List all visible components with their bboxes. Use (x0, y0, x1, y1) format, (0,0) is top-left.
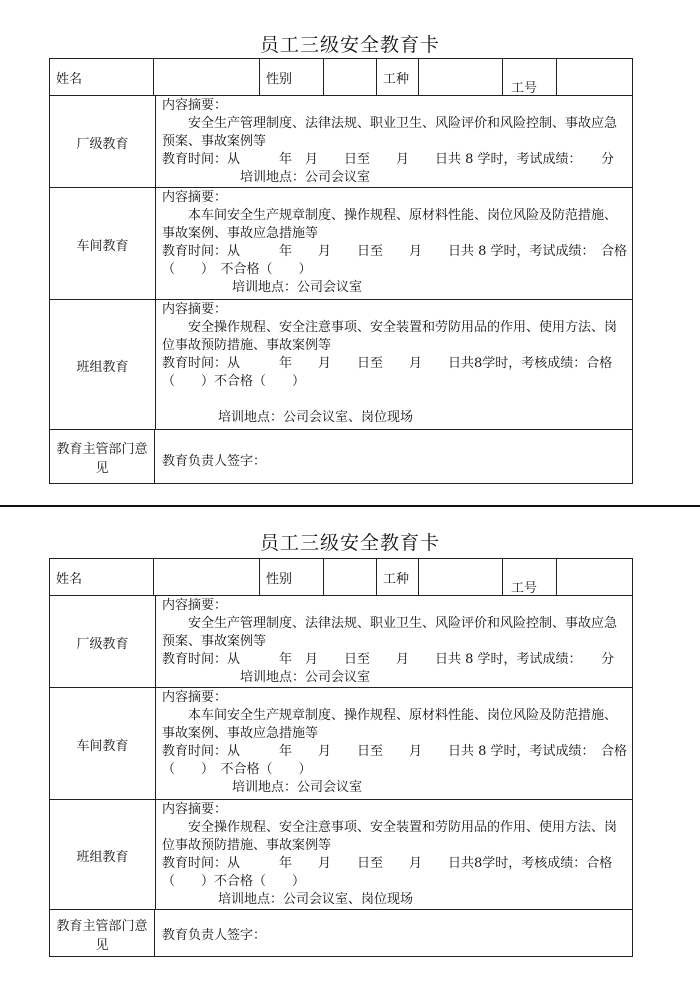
job-field[interactable] (420, 59, 503, 95)
summary-text: 安全生产管理制度、法律法规、职业卫生、风险评价和风险控制、事故应急预案、事故案例等 (162, 616, 618, 649)
sign-label: 教育负责人签字： (162, 454, 267, 469)
team-label: 班组教育 (50, 300, 156, 430)
id-field[interactable] (558, 559, 632, 595)
id-label: 工号 (503, 59, 557, 95)
job-label: 工种 (377, 59, 419, 95)
factory-row (50, 595, 632, 688)
name-label: 姓名 (50, 59, 154, 95)
card-title: 员工三级安全教育卡 (259, 532, 440, 554)
gender-label: 性别 (260, 559, 324, 595)
time-line: 教育时间：从 年 月 日至 月 日共 8 学时，考试成绩： 分 (162, 652, 615, 667)
location-line: 培训地点：公司会议室、岗位现场 (218, 892, 414, 907)
time-line: 教育时间：从 年 月 日至 月 日共8学时，考核成绩：合格（ ）不合格（ ） (162, 356, 613, 389)
team-row (50, 299, 632, 430)
dept-row (50, 909, 632, 957)
factory-row (50, 95, 632, 188)
time-line: 教育时间：从 年 月 日至 月 日共 8 学时，考试成绩： 分 (162, 152, 615, 167)
form-table (49, 58, 633, 484)
id-field[interactable] (558, 59, 632, 95)
header-row (50, 559, 632, 595)
gender-label: 性别 (260, 59, 324, 95)
dept-label: 教育主管部门意见 (50, 430, 155, 484)
gender-field[interactable] (325, 59, 377, 95)
location-line: 培训地点：公司会议室 (232, 280, 363, 295)
summary-label: 内容摘要： (162, 598, 228, 613)
summary-text: 安全生产管理制度、法律法规、职业卫生、风险评价和风险控制、事故应急预案、事故案例等 (162, 116, 618, 149)
education-card-2 (0, 510, 700, 990)
location-line: 培训地点：公司会议室 (240, 170, 371, 185)
page-separator (0, 505, 700, 507)
factory-content (162, 97, 628, 187)
time-line: 教育时间：从 年 月 日至 月 日共8学时，考核成绩：合格（ ）不合格（ ） (162, 856, 613, 889)
factory-label: 厂级教育 (50, 96, 156, 188)
time-line: 教育时间：从 年 月 日至 月 日共 8 学时，考试成绩： 合格（ ） 不合格（ ） (162, 744, 628, 777)
card-title: 员工三级安全教育卡 (259, 34, 440, 56)
summary-text: 本车间安全生产规章制度、操作规程、原材料性能、岗位风险及防范措施、事故案例、事故应急措施等 (162, 708, 618, 741)
team-row (50, 799, 632, 910)
workshop-row (50, 187, 632, 300)
dept-row (50, 429, 632, 484)
name-field[interactable] (155, 59, 260, 95)
workshop-label: 车间教育 (50, 188, 156, 300)
job-field[interactable] (420, 559, 503, 595)
name-label: 姓名 (50, 559, 154, 595)
id-label: 工号 (503, 559, 557, 595)
time-line: 教育时间：从 年 月 日至 月 日共 8 学时，考试成绩： 合格（ ） 不合格（ ） (162, 244, 628, 277)
form-table (49, 558, 633, 957)
factory-label: 厂级教育 (50, 596, 156, 688)
summary-text: 本车间安全生产规章制度、操作规程、原材料性能、岗位风险及防范措施、事故案例、事故应急措施等 (162, 208, 618, 241)
gender-field[interactable] (325, 559, 377, 595)
location-line: 培训地点：公司会议室 (232, 780, 363, 795)
location-line: 培训地点：公司会议室、岗位现场 (218, 410, 414, 425)
summary-text: 安全操作规程、安全注意事项、安全装置和劳防用品的作用、使用方法、岗位事故预防措施、事故案例等 (162, 820, 618, 853)
factory-content (162, 597, 628, 687)
team-label: 班组教育 (50, 800, 156, 910)
team-content (162, 801, 628, 909)
workshop-content (162, 689, 628, 797)
summary-label: 内容摘要： (162, 690, 228, 705)
team-content (162, 301, 628, 427)
location-line: 培训地点：公司会议室 (240, 670, 371, 685)
job-label: 工种 (377, 559, 419, 595)
summary-label: 内容摘要： (162, 98, 228, 113)
summary-label: 内容摘要： (162, 802, 228, 817)
summary-text: 安全操作规程、安全注意事项、安全装置和劳防用品的作用、使用方法、岗位事故预防措施、事故案例等 (162, 320, 618, 353)
workshop-label: 车间教育 (50, 688, 156, 800)
dept-label: 教育主管部门意见 (50, 910, 155, 957)
name-field[interactable] (155, 559, 260, 595)
summary-label: 内容摘要： (162, 302, 228, 317)
header-row (50, 59, 632, 95)
workshop-row (50, 687, 632, 800)
sign-label: 教育负责人签字： (162, 928, 267, 943)
summary-label: 内容摘要： (162, 190, 228, 205)
workshop-content (162, 189, 628, 297)
